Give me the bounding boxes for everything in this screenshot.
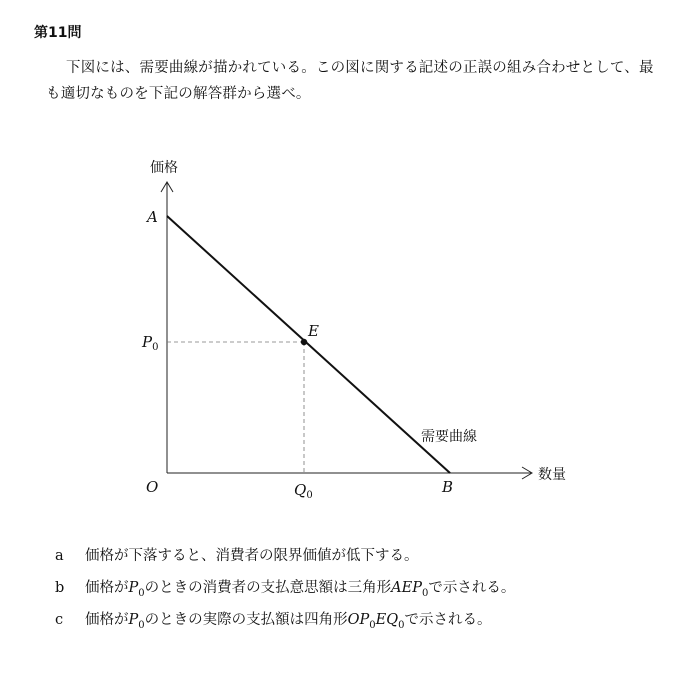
statement-c-var2a: OP — [347, 612, 370, 628]
statement-b-mid: のときの消費者の支払意思額は三角形 — [144, 580, 392, 596]
curve-label: 需要曲線 — [421, 429, 477, 445]
point-a-label: A — [147, 208, 158, 226]
statement-b-var1: P — [128, 580, 139, 596]
statement-b — [55, 576, 515, 599]
statement-a-text: 価格が下落すると、消費者の限界価値が低下する。 — [85, 548, 419, 564]
quantity-label — [294, 481, 313, 501]
statement-b-var1-sub: 0 — [138, 587, 145, 599]
point-b-label: B — [442, 478, 454, 496]
statement-b-var2-sub: 0 — [421, 587, 429, 599]
question-title: 第11問 — [34, 25, 82, 41]
statement-b-var2: AEP — [391, 580, 422, 596]
price-label-base: P — [142, 333, 153, 351]
quantity-label-base: Q — [294, 481, 307, 499]
statement-c-var1-sub: 0 — [138, 619, 145, 631]
statement-a-key: a — [55, 548, 64, 564]
statement-c-key: c — [55, 612, 64, 628]
question-body: 下図には、需要曲線が描かれている。この図に関する記述の正誤の組み合わせとして、最も適切なものを下記の解答群から選べ。 — [46, 60, 654, 102]
statement-c-var2a-sub: 0 — [369, 619, 376, 631]
statement-c-var2b-sub: 0 — [398, 619, 405, 631]
statement-b-post: で示される。 — [428, 580, 516, 596]
point-e-label: E — [308, 322, 319, 340]
statement-c-post: で示される。 — [404, 612, 492, 628]
price-label — [141, 333, 158, 353]
statement-c-var1: P — [128, 612, 139, 628]
equilibrium-point — [301, 339, 307, 345]
origin-label: O — [146, 478, 159, 496]
demand-curve-line — [167, 216, 450, 473]
price-label-sub: 0 — [152, 342, 159, 353]
statement-c — [55, 608, 492, 631]
x-axis-label: 数量 — [538, 467, 566, 483]
statement-a — [55, 544, 419, 565]
statement-c-var2b: EQ — [375, 612, 399, 628]
statement-b-key: b — [55, 580, 65, 596]
statement-b-pre: 価格が — [85, 580, 129, 596]
statement-c-pre: 価格が — [85, 612, 129, 628]
quantity-label-sub: 0 — [306, 490, 313, 501]
y-axis-label: 価格 — [150, 160, 178, 176]
statement-c-mid: のときの実際の支払額は四角形 — [144, 612, 348, 628]
